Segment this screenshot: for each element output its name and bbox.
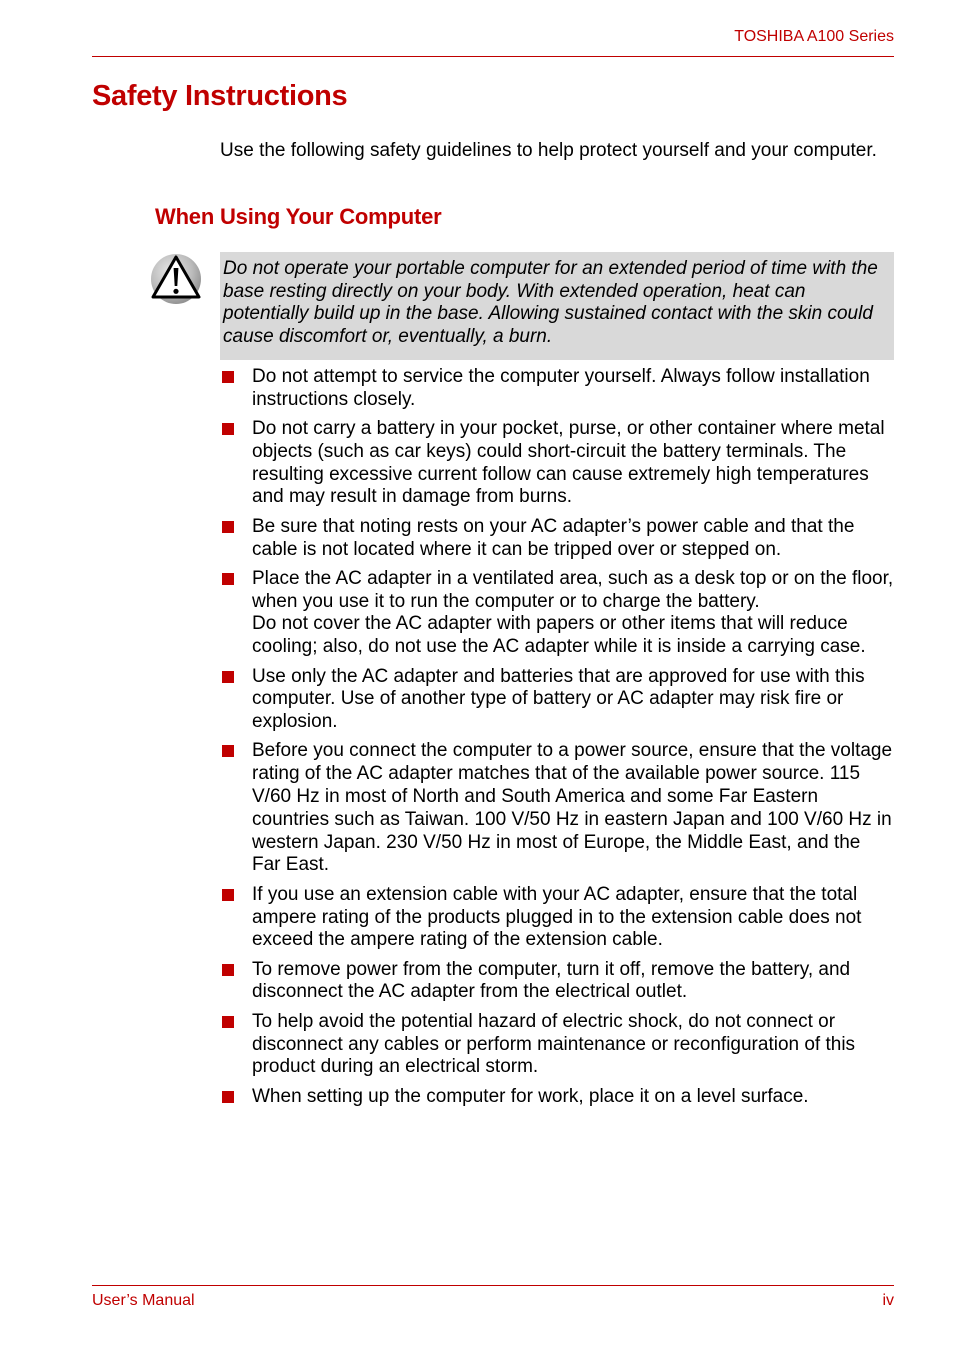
list-item bbox=[220, 959, 894, 1005]
footer-manual-title: User’s Manual bbox=[92, 1292, 195, 1309]
warning-text: Do not operate your portable computer for an extended period of time with the base resting directly on your body. With extended operation, heat can potentially build up in the base. Allowing sustained contact with the skin could cause discomfort or, eventually, a burn. bbox=[223, 258, 878, 347]
list-item bbox=[220, 1086, 894, 1109]
intro-paragraph: Use the following safety guidelines to help protect yourself and your computer. bbox=[220, 140, 877, 161]
list-item-text: Before you connect the computer to a power source, ensure that the voltage rating of the AC adapter matches that of the available power source. 115 V/60 Hz in most of North and South America and some Far Eastern countries such as Taiwan. 100 V/50 Hz in eastern Japan and 100 V/60 Hz in western Japan. 230 V/50 Hz in most of Europe, the Middle East, and the Far East. bbox=[252, 740, 893, 876]
square-bullet-icon bbox=[222, 745, 234, 757]
list-item bbox=[220, 568, 894, 659]
list-item bbox=[220, 1011, 894, 1079]
list-item bbox=[220, 418, 894, 509]
list-item-text: Do not carry a battery in your pocket, purse, or other container where metal objects (such as car keys) could short-circuit the battery terminals. The resulting excessive current follow can cause extremely high temperatures and may result in damage from burns. bbox=[252, 418, 885, 508]
square-bullet-icon bbox=[222, 521, 234, 533]
list-item-text: To remove power from the computer, turn it off, remove the battery, and disconnect the AC adapter from the electrical outlet. bbox=[252, 958, 851, 1003]
section-heading: When Using Your Computer bbox=[155, 204, 442, 229]
square-bullet-icon bbox=[222, 889, 234, 901]
running-header: TOSHIBA A100 Series bbox=[734, 28, 894, 45]
page-title: Safety Instructions bbox=[92, 80, 348, 112]
list-item-text: Be sure that noting rests on your AC adapter’s power cable and that the cable is not located where it can be tripped over or stepped on. bbox=[252, 515, 855, 560]
footer-divider bbox=[92, 1285, 894, 1286]
list-item-text: To help avoid the potential hazard of electric shock, do not connect or disconnect any cables or perform maintenance or reconfiguration of this product during an electrical storm. bbox=[252, 1010, 856, 1078]
list-item bbox=[220, 366, 894, 412]
list-item-text: If you use an extension cable with your AC adapter, ensure that the total ampere rating of the products plugged in to the extension cable does not exceed the ampere rating of the extension cable. bbox=[252, 883, 862, 951]
square-bullet-icon bbox=[222, 423, 234, 435]
square-bullet-icon bbox=[222, 573, 234, 585]
square-bullet-icon bbox=[222, 964, 234, 976]
square-bullet-icon bbox=[222, 1091, 234, 1103]
list-item bbox=[220, 740, 894, 877]
list-item bbox=[220, 666, 894, 734]
list-item bbox=[220, 516, 894, 562]
list-item-text: Place the AC adapter in a ventilated area, such as a desk top or on the floor, when you use it to run the computer or to charge the battery. Do not cover the AC adapter with papers or other items that will reduce cooling; also, do not use the AC adapter while it is inside a carrying case. bbox=[252, 567, 894, 658]
square-bullet-icon bbox=[222, 1016, 234, 1028]
page-number: iv bbox=[882, 1292, 894, 1309]
list-item-text: Do not attempt to service the computer yourself. Always follow installation instructions closely. bbox=[252, 366, 870, 410]
list-item-text: Use only the AC adapter and batteries that are approved for use with this computer. Use of another type of battery or AC adapter may risk fire or explosion. bbox=[252, 665, 865, 733]
warning-note bbox=[220, 252, 894, 360]
safety-bullet-list bbox=[220, 366, 894, 1115]
header-divider bbox=[92, 56, 894, 57]
square-bullet-icon bbox=[222, 371, 234, 383]
square-bullet-icon bbox=[222, 671, 234, 683]
list-item bbox=[220, 884, 894, 952]
list-item-text: When setting up the computer for work, place it on a level surface. bbox=[252, 1085, 809, 1107]
warning-triangle-icon bbox=[150, 252, 202, 306]
